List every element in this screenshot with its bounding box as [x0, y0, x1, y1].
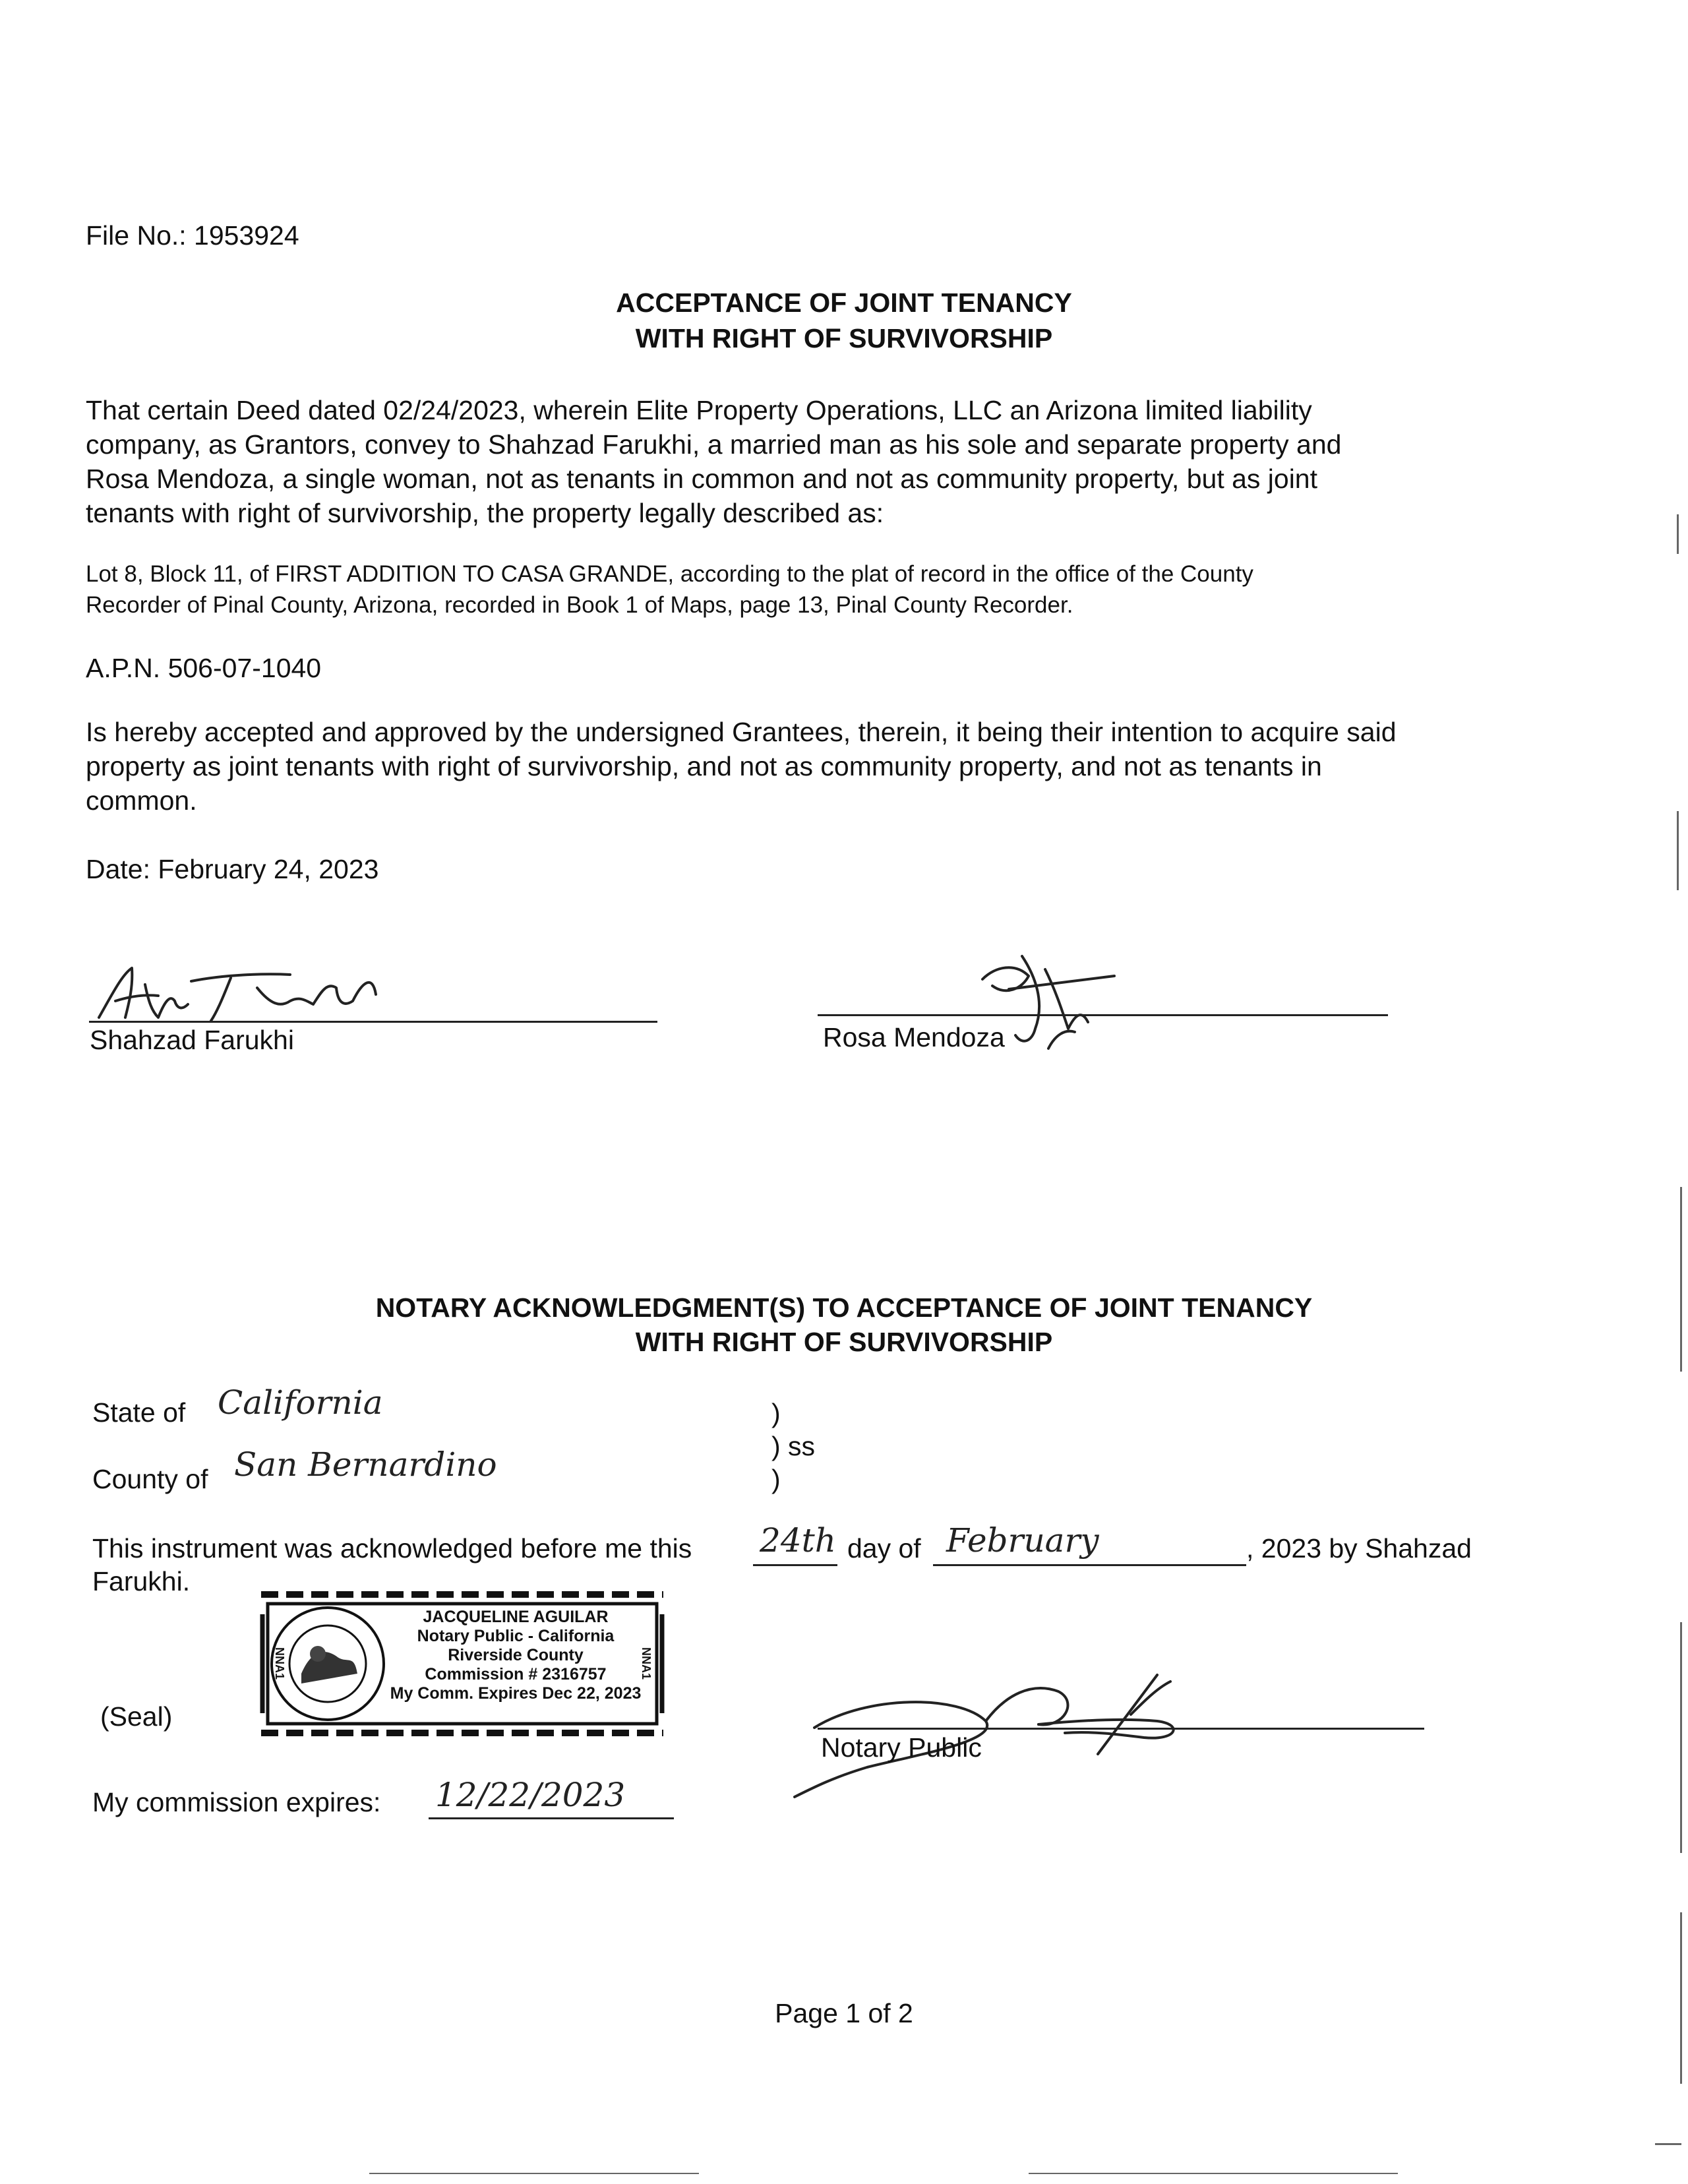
commission-expires-label: My commission expires:: [92, 1787, 381, 1817]
stamp-side-code: NNA1: [273, 1647, 286, 1680]
venue-paren: ): [771, 1398, 781, 1428]
intro-line: Rosa Mendoza, a single woman, not as tenants in common and not as community property, but as joint: [86, 464, 1318, 494]
stamp-commission: Commission # 2316757: [425, 1665, 607, 1684]
acknowledgment-line2: Farukhi.: [92, 1566, 191, 1596]
document-title-line1: ACCEPTANCE OF JOINT TENANCY: [616, 288, 1072, 318]
county-value: San Bernardino: [234, 1445, 497, 1484]
venue-paren: ): [771, 1464, 781, 1494]
day-blank-line: [753, 1564, 837, 1566]
apn: A.P.N. 506-07-1040: [86, 653, 322, 683]
commission-expires-line: [429, 1817, 674, 1819]
grantee-2-name: Rosa Mendoza: [823, 1022, 1005, 1052]
seal-label: (Seal): [100, 1701, 173, 1732]
stamp-expires: My Comm. Expires Dec 22, 2023: [390, 1684, 642, 1703]
acknowledgment-month: February: [946, 1521, 1099, 1560]
intro-line: That certain Deed dated 02/24/2023, wherein Elite Property Operations, LLC an Arizona limited liability: [86, 395, 1312, 425]
acknowledgment-day: 24th: [760, 1521, 836, 1560]
acknowledgment-prefix: This instrument was acknowledged before me this: [92, 1533, 692, 1563]
notary-title-line2: WITH RIGHT OF SURVIVORSHIP: [635, 1327, 1053, 1357]
document-title-line2: WITH RIGHT OF SURVIVORSHIP: [635, 323, 1053, 353]
acceptance-line: property as joint tenants with right of survivorship, and not as community property, and not as tenants in: [86, 751, 1322, 781]
state-label: State of: [92, 1397, 186, 1428]
intro-line: company, as Grantors, convey to Shahzad Farukhi, a married man as his sole and separate property and: [86, 429, 1342, 460]
county-label: County of: [92, 1464, 208, 1494]
stamp-notary-name: JACQUELINE AGUILAR: [423, 1608, 609, 1626]
signature-shahzad-farukhi: [92, 955, 396, 1027]
notary-stamp: [258, 1588, 666, 1738]
signature-rosa-mendoza: [969, 950, 1121, 1055]
signature-line-grantee-1: [89, 1021, 657, 1023]
stamp-side-code: NNA1: [640, 1647, 653, 1680]
state-value: California: [218, 1383, 383, 1422]
file-number: File No.: 1953924: [86, 220, 299, 251]
grantee-1-name: Shahzad Farukhi: [90, 1025, 294, 1055]
signature-line-notary: [818, 1728, 1424, 1730]
acceptance-line: Is hereby accepted and approved by the undersigned Grantees, therein, it being their intention to acquire said: [86, 717, 1397, 747]
acknowledgment-suffix: , 2023 by Shahzad: [1246, 1533, 1472, 1563]
stamp-county: Riverside County: [448, 1646, 584, 1664]
legal-line: Lot 8, Block 11, of FIRST ADDITION TO CASA GRANDE, according to the plat of record in the office of the County: [86, 561, 1253, 587]
stamp-text-block: [380, 1608, 651, 1703]
intro-line: tenants with right of survivorship, the property legally described as:: [86, 498, 884, 528]
acknowledgment-day-of: day of: [847, 1533, 921, 1563]
notary-title-line1: NOTARY ACKNOWLEDGMENT(S) TO ACCEPTANCE OF JOINT TENANCY: [375, 1292, 1313, 1323]
acceptance-line: common.: [86, 785, 197, 816]
date-line: Date: February 24, 2023: [86, 854, 379, 884]
notary-public-label: Notary Public: [821, 1732, 982, 1763]
month-blank-line: [933, 1564, 1246, 1566]
commission-expires-value: 12/22/2023: [435, 1776, 626, 1814]
page-number: Page 1 of 2: [775, 1998, 913, 2028]
stamp-notary-title: Notary Public - California: [417, 1627, 615, 1645]
legal-line: Recorder of Pinal County, Arizona, recorded in Book 1 of Maps, page 13, Pinal County Recorder.: [86, 592, 1073, 618]
venue-ss: ) ss: [771, 1431, 816, 1461]
